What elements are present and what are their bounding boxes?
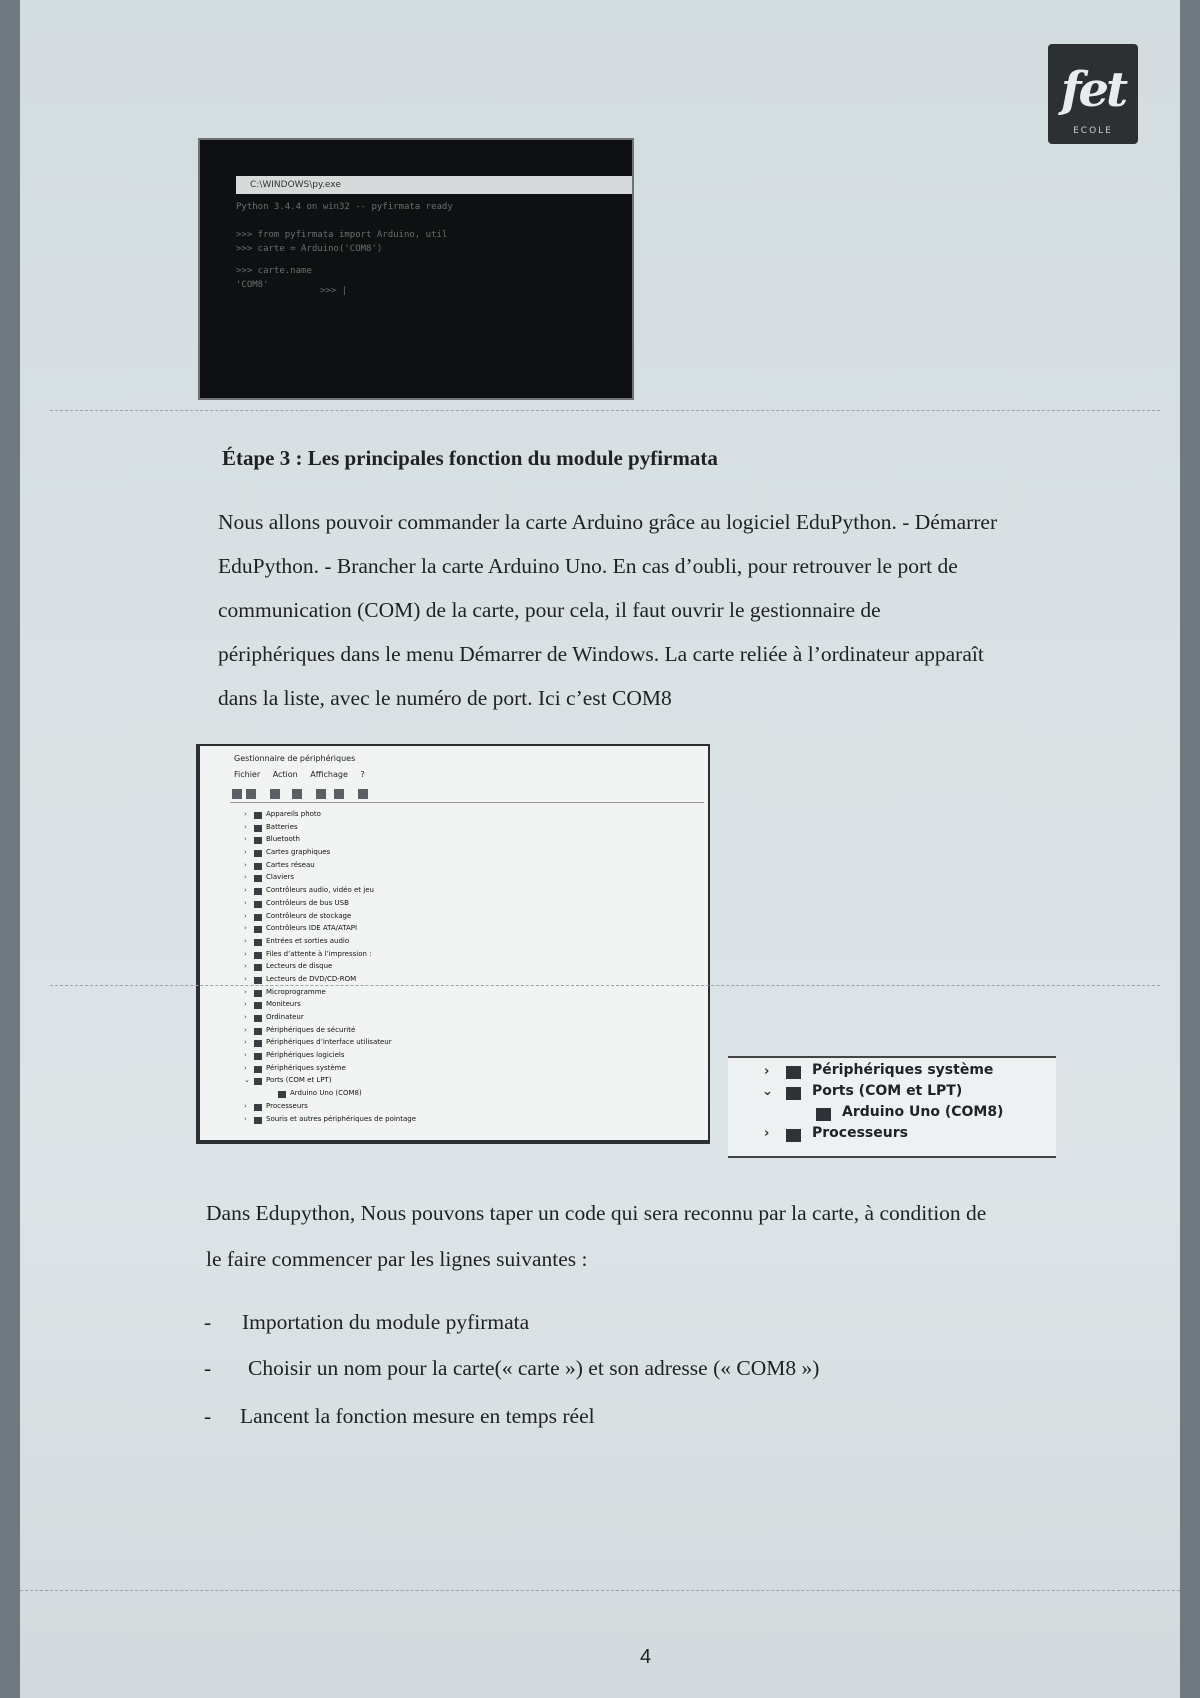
chevron-right-icon: › (244, 848, 247, 857)
device-category-icon (254, 964, 262, 971)
scan-icon (358, 789, 368, 799)
device-category-icon (254, 1078, 262, 1085)
device-tree-label: Cartes graphiques (266, 848, 331, 857)
document-page (20, 0, 1180, 1698)
bullet-dash: - (204, 1310, 212, 1334)
device-tree-item (244, 1013, 416, 1026)
device-manager-toolbar (230, 788, 704, 803)
device-category-icon (254, 825, 262, 832)
device-category-icon (254, 977, 262, 984)
chevron-right-icon: › (244, 1051, 247, 1060)
properties-icon (270, 789, 280, 799)
zoom-row-processors: Processeurs (812, 1125, 908, 1141)
device-tree-item (244, 950, 416, 963)
bullet-text: Lancent la fonction mesure en temps réel (240, 1404, 595, 1428)
terminal-line: >>> carte.name (236, 266, 312, 276)
device-tree-label: Contrôleurs IDE ATA/ATAPI (266, 924, 358, 933)
device-category-icon (254, 863, 262, 870)
device-tree-item (244, 1115, 416, 1128)
chevron-right-icon: › (244, 936, 247, 945)
device-tree-label: Bluetooth (266, 835, 300, 844)
section-heading: Étape 3 : Les principales fonction du module pyfirmata (222, 446, 718, 470)
logo-text: fet (1060, 62, 1126, 118)
refresh-icon (292, 789, 302, 799)
device-category-icon (254, 1028, 262, 1035)
device-category-icon (254, 1104, 262, 1111)
zoom-row-system: Périphériques système (812, 1062, 994, 1078)
device-tree-item (244, 924, 416, 937)
chevron-right-icon: › (244, 1063, 247, 1072)
device-tree-label: Contrôleurs de stockage (266, 911, 352, 920)
chevron-right-icon: › (244, 1038, 247, 1047)
device-tree-item (244, 861, 416, 874)
paragraph-line: Dans Edupython, Nous pouvons taper un code qui sera reconnu par la carte, à condition de (206, 1201, 987, 1225)
chevron-right-icon: › (244, 1114, 247, 1123)
device-tree-label: Souris et autres périphériques de pointage (266, 1114, 417, 1123)
device-tree-label: Périphériques d’interface utilisateur (266, 1038, 392, 1047)
device-tree-item (244, 848, 416, 861)
device-tree-item (244, 899, 416, 912)
device-tree-label: Arduino Uno (COM8) (290, 1089, 362, 1098)
device-tree-item (244, 823, 416, 836)
device-tree-label: Cartes réseau (266, 860, 315, 869)
device-tree-item (244, 937, 416, 950)
device-category-icon (254, 1002, 262, 1009)
paragraph-line: dans la liste, avec le numéro de port. Ici c’est COM8 (218, 686, 672, 710)
device-category-icon (254, 1053, 262, 1060)
device-tree-label: Claviers (266, 873, 295, 882)
chevron-right-icon: › (244, 1013, 247, 1021)
chevron-right-icon: › (244, 822, 247, 831)
divider-line (50, 410, 1160, 411)
terminal-screenshot (198, 138, 634, 400)
device-tree-item (244, 1026, 416, 1039)
device-manager-screenshot (196, 744, 710, 1144)
device-tree-item (244, 1000, 416, 1013)
chevron-right-icon: › (244, 835, 247, 844)
device-category-icon (254, 914, 262, 921)
terminal-title-bar: C:\WINDOWS\py.exe (236, 176, 632, 194)
device-tree-label: Périphériques de sécurité (266, 1025, 356, 1034)
chevron-right-icon: › (764, 1064, 770, 1079)
chevron-right-icon: › (244, 1101, 247, 1110)
intro-paragraph (218, 500, 1158, 720)
chevron-right-icon: › (244, 962, 247, 971)
device-tree-label: Ports (COM et LPT) (266, 1076, 332, 1085)
device-tree-label: Contrôleurs de bus USB (266, 898, 349, 907)
chevron-right-icon: › (244, 860, 247, 869)
device-tree-item (244, 835, 416, 848)
system-device-icon (786, 1066, 801, 1079)
device-tree-label: Ordinateur (266, 1013, 304, 1021)
ports-zoom-inset (728, 1056, 1056, 1158)
page-number: 4 (640, 1646, 652, 1668)
terminal-line: >>> carte = Arduino('COM8') (236, 244, 383, 254)
device-category-icon (254, 875, 262, 882)
terminal-line: Python 3.4.4 on win32 -- pyfirmata ready (236, 202, 453, 212)
zoom-row-ports: Ports (COM et LPT) (812, 1083, 963, 1099)
forward-icon (246, 789, 256, 799)
paragraph-line: communication (COM) de la carte, pour cela, il faut ouvrir le gestionnaire de (218, 598, 881, 622)
device-tree-item (244, 1064, 416, 1077)
bullet-dash: - (204, 1404, 212, 1428)
help-icon (316, 789, 326, 799)
chevron-right-icon: › (244, 886, 247, 895)
device-tree-label: Lecteurs de DVD/CD-ROM (266, 974, 357, 983)
device-tree-item (244, 962, 416, 975)
device-tree-item (244, 1102, 416, 1115)
bullet-text: Choisir un nom pour la carte(« carte ») et son adresse (« COM8 ») (248, 1356, 820, 1380)
chevron-right-icon: › (244, 974, 247, 983)
device-category-icon (254, 837, 262, 844)
device-tree-item (244, 886, 416, 899)
chevron-right-icon: › (244, 810, 247, 818)
chevron-right-icon: › (244, 911, 247, 920)
device-category-icon (254, 926, 262, 933)
divider-line (50, 985, 1160, 986)
device-tree-label: Entrées et sorties audio (266, 936, 350, 945)
device-manager-menu: Fichier Action Affichage ? (234, 770, 365, 779)
device-tree-item (268, 1089, 416, 1102)
device-category-icon (254, 888, 262, 895)
device-category-icon (254, 952, 262, 959)
device-tree-label: Périphériques logiciels (266, 1051, 345, 1060)
logo-subtitle: ECOLE (1073, 126, 1113, 136)
device-tree-label: Microprogramme (266, 987, 326, 996)
device-category-icon (254, 939, 262, 946)
chevron-down-icon: ⌄ (762, 1084, 773, 1099)
paragraph-line: EduPython. - Brancher la carte Arduino Uno. En cas d’oubli, pour retrouver le port de (218, 554, 958, 578)
device-tree-label: Contrôleurs audio, vidéo et jeu (266, 886, 374, 895)
device-tree-label: Périphériques système (266, 1063, 346, 1072)
device-category-icon (254, 1015, 262, 1022)
school-logo (1048, 44, 1138, 144)
chevron-right-icon: › (244, 987, 247, 996)
chevron-down-icon: ⌄ (244, 1076, 250, 1085)
paragraph-line: le faire commencer par les lignes suivantes : (206, 1247, 588, 1271)
device-tree-label: Batteries (266, 822, 298, 831)
chevron-right-icon: › (244, 1000, 247, 1009)
back-icon (232, 789, 242, 799)
device-tree-item (244, 988, 416, 1001)
device-tree-item (244, 873, 416, 886)
chevron-right-icon: › (244, 898, 247, 907)
device-tree-label: Processeurs (266, 1101, 308, 1110)
device-tree-label: Moniteurs (266, 1000, 301, 1009)
device-tree-item (244, 1076, 416, 1089)
port-icon (816, 1108, 831, 1121)
code-intro-paragraph (206, 1190, 1166, 1282)
device-category-icon (278, 1091, 286, 1098)
terminal-line: >>> from pyfirmata import Arduino, util (236, 230, 448, 240)
device-category-icon (254, 990, 262, 997)
terminal-line: >>> | (320, 286, 348, 296)
chevron-right-icon: › (244, 924, 247, 933)
terminal-line: 'COM8' (236, 280, 269, 290)
chevron-right-icon: › (244, 1025, 247, 1034)
device-tree-item (244, 912, 416, 925)
processor-icon (786, 1129, 801, 1142)
device-category-icon (254, 1117, 262, 1124)
device-tree-label: Appareils photo (266, 810, 321, 818)
bullet-text: Importation du module pyfirmata (242, 1310, 530, 1334)
device-category-icon (254, 850, 262, 857)
device-category-icon (254, 1040, 262, 1047)
device-tree-label: Lecteurs de disque (266, 962, 333, 971)
device-category-icon (254, 1066, 262, 1073)
device-category-icon (254, 812, 262, 819)
device-tree (244, 810, 416, 1127)
device-manager-title: Gestionnaire de périphériques (234, 754, 356, 763)
device-category-icon (254, 901, 262, 908)
chevron-right-icon: › (244, 873, 247, 882)
port-icon (786, 1087, 801, 1100)
device-tree-label: Files d’attente à l’impression : (266, 949, 372, 958)
paragraph-line: périphériques dans le menu Démarrer de Windows. La carte reliée à l’ordinateur apparaît (218, 642, 984, 666)
paragraph-line: Nous allons pouvoir commander la carte Arduino grâce au logiciel EduPython. - Démarrer (218, 510, 998, 534)
device-tree-item (244, 1038, 416, 1051)
chevron-right-icon: › (244, 949, 247, 958)
chevron-right-icon: › (764, 1126, 770, 1141)
zoom-row-arduino: Arduino Uno (COM8) (842, 1104, 1004, 1120)
monitor-icon (334, 789, 344, 799)
device-tree-item (244, 810, 416, 823)
bullet-dash: - (204, 1356, 212, 1380)
device-tree-item (244, 1051, 416, 1064)
divider-line (20, 1590, 1180, 1591)
